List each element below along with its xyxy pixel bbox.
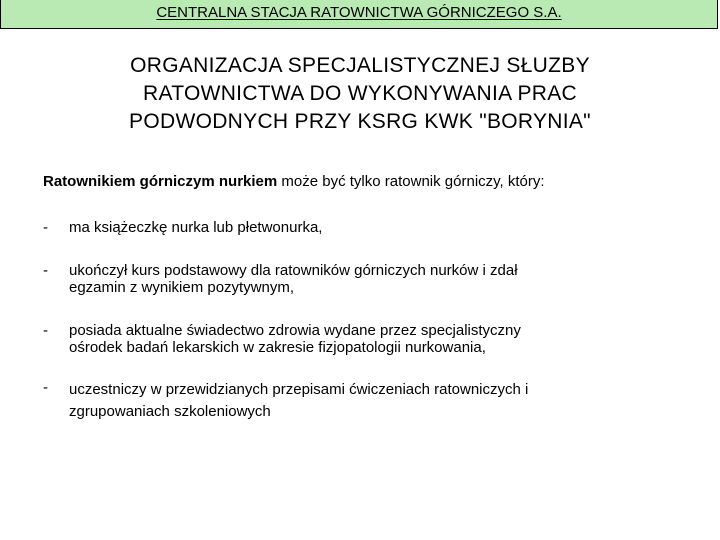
company-name: CENTRALNA STACJA RATOWNICTWA GÓRNICZEGO S.A. — [156, 3, 562, 21]
list-item-line: uczestniczy w przewidzianych przepisami ćwiczeniach ratowniczych i — [69, 381, 529, 398]
list-item-line: egzamin z wynikiem pozytywnym, — [69, 279, 295, 296]
list-bullet: - — [43, 379, 48, 396]
list-item-line: ma książeczkę nurka lub płetwonurka, — [69, 219, 323, 236]
list-bullet: - — [43, 322, 48, 339]
list-item-text — [69, 262, 679, 296]
header-bar — [0, 0, 718, 29]
title-line: PODWODNYCH PRZY KSRG KWK "BORYNIA" — [129, 110, 591, 133]
list-item-line: ośrodek badań lekarskich w zakresie fizjopatologii nurkowania, — [69, 339, 486, 356]
list-bullet: - — [43, 219, 48, 236]
list-bullet: - — [43, 262, 48, 279]
list-item-text — [69, 322, 679, 356]
intro-rest: może być tylko ratownik górniczy, który: — [277, 173, 545, 190]
title-line: RATOWNICTWA DO WYKONYWANIA PRAC — [143, 82, 577, 105]
list-item-text — [69, 219, 679, 236]
intro-sentence — [43, 173, 545, 190]
title-line: ORGANIZACJA SPECJALISTYCZNEJ SŁUZBY — [130, 54, 590, 77]
list-item-text — [69, 379, 679, 423]
list-item-line: posiada aktualne świadectwo zdrowia wydane przez specjalistyczny — [69, 322, 521, 339]
list-item-line: ukończył kurs podstawowy dla ratowników górniczych nurków i zdał — [69, 262, 518, 279]
slide-title — [60, 52, 660, 136]
list-item-line: zgrupowaniach szkoleniowych — [69, 403, 271, 420]
intro-bold: Ratownikiem górniczym nurkiem — [43, 173, 278, 190]
